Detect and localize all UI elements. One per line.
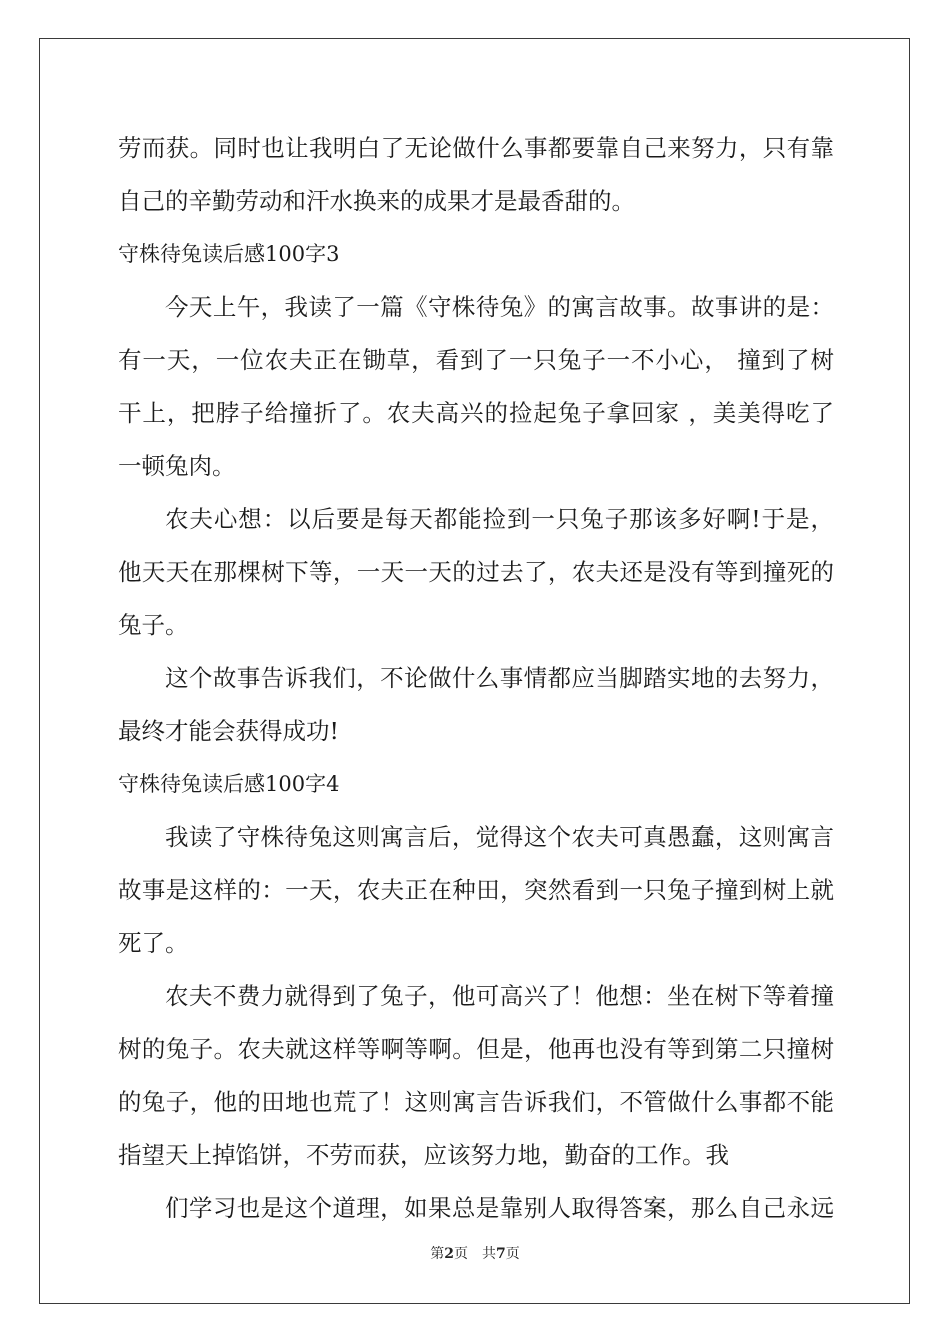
text-line: 的兔子，他的田地也荒了！这则寓言告诉我们，不管做什么事都不能 bbox=[118, 1088, 834, 1116]
text-line: 死了。 bbox=[118, 929, 189, 957]
text-line: 劳而获。同时也让我明白了无论做什么事都要靠自己来努力，只有靠 bbox=[118, 134, 834, 162]
paragraph-start: 今天上午，我读了一篇《守株待兔》的寓言故事。故事讲的是： bbox=[165, 293, 834, 321]
footer-mid: 页 共 bbox=[454, 1246, 496, 1262]
text-line: 故事是这样的：一天，农夫正在种田，突然看到一只兔子撞到树上就 bbox=[118, 876, 834, 904]
paragraph-start: 农夫不费力就得到了兔子，他可高兴了！他想：坐在树下等着撞 bbox=[165, 982, 834, 1010]
section-heading: 守株待兔读后感100字4 bbox=[118, 772, 340, 796]
text-line: 干上，把脖子给撞折了。农夫高兴的捡起兔子拿回家 ，美美得吃了 bbox=[118, 399, 834, 427]
text-line: 他天天在那棵树下等，一天一天的过去了，农夫还是没有等到撞死的 bbox=[118, 558, 834, 586]
page-footer bbox=[0, 1244, 950, 1264]
text-line: 有一天，一位农夫正在锄草，看到了一只兔子一不小心， 撞到了树 bbox=[118, 346, 834, 374]
paragraph-start: 农夫心想：以后要是每天都能捡到一只兔子那该多好啊!于是， bbox=[165, 505, 834, 533]
document-body bbox=[118, 122, 834, 1235]
paragraph-start: 们学习也是这个道理，如果总是靠别人取得答案，那么自己永远 bbox=[165, 1194, 834, 1222]
text-line: 最终才能会获得成功! bbox=[118, 717, 339, 745]
paragraph-start: 这个故事告诉我们，不论做什么事情都应当脚踏实地的去努力， bbox=[165, 664, 834, 692]
footer-suffix: 页 bbox=[505, 1246, 520, 1262]
text-line: 一顿兔肉。 bbox=[118, 452, 236, 480]
text-line: 自己的辛勤劳动和汗水换来的成果才是最香甜的。 bbox=[118, 187, 635, 215]
total-pages-number: 7 bbox=[496, 1246, 506, 1262]
text-line: 指望天上掉馅饼，不劳而获，应该努力地，勤奋的工作。我 bbox=[118, 1141, 729, 1169]
section-heading: 守株待兔读后感100字3 bbox=[118, 242, 340, 266]
paragraph-start: 我读了守株待兔这则寓言后，觉得这个农夫可真愚蠢，这则寓言 bbox=[165, 823, 834, 851]
text-line: 树的兔子。农夫就这样等啊等啊。但是，他再也没有等到第二只撞树 bbox=[118, 1035, 834, 1063]
text-line: 兔子。 bbox=[118, 611, 189, 639]
current-page-number: 2 bbox=[444, 1246, 454, 1262]
footer-prefix: 第 bbox=[430, 1246, 445, 1262]
